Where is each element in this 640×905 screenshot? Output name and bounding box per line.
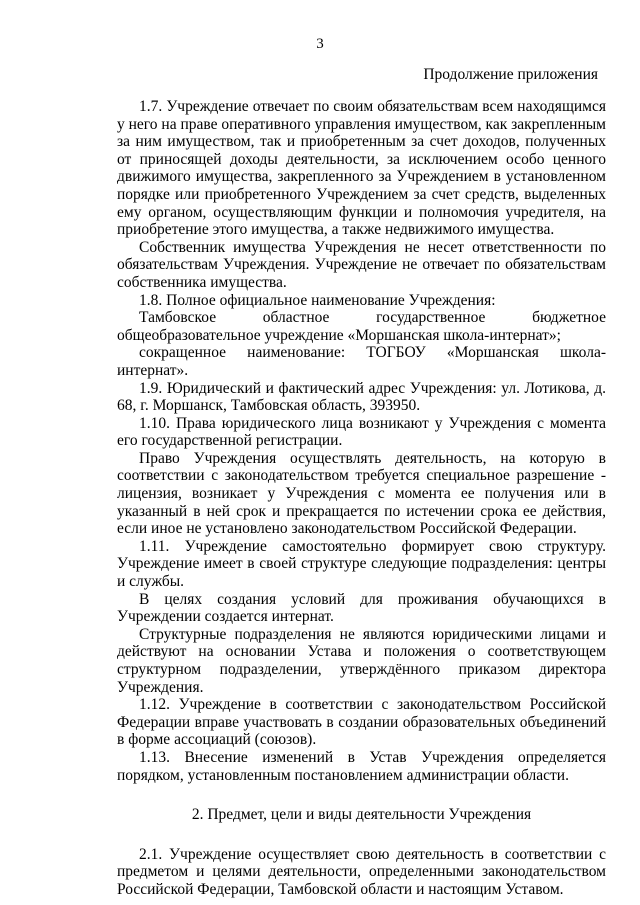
section-2-heading: 2. Предмет, цели и виды деятельности Учреждения [191, 806, 532, 824]
paragraph-1-12: 1.12. Учреждение в соответствии с законодательством Российской Федерации вправе участвовать в создании образовательных объединений в форме ассоциаций (союзов). [117, 696, 606, 749]
full-name-word: государственное [376, 309, 486, 327]
paragraph-1-7: 1.7. Учреждение отвечает по своим обязательствам всем находящимся у него на праве оперативного управления имуществом, как закрепленным за ним имуществом, так и приобретенным за счет доходов, полученных от приносящей доходы деятельности, за исключением особо ценного движимого имущества, закрепленного за Учреждением в установленном порядке или приобретенного Учреждением за счет средств, выделенных ему органом, осуществляющим функции и полномочия учредителя, на приобретение этого имущества, а также недвижимого имущества. [117, 98, 606, 239]
paragraph-owner-liability: Собственник имущества Учреждения не несет ответственности по обязательствам Учреждения. Учреждение не отвечает по обязательствам собственника имущества. [117, 238, 606, 291]
full-name-line-1 [117, 309, 606, 327]
document-body [117, 98, 606, 899]
full-name-word: областное [262, 309, 330, 327]
page-number: 3 [316, 36, 324, 52]
full-name-word: бюджетное [532, 309, 606, 327]
paragraph-subdivisions: Структурные подразделения не являются юридическими лицами и действуют на основании Устава и положения о соответствующем структурном подразделении, утверждённого приказом директора Учреждения. [117, 625, 606, 696]
paragraph-1-8: 1.8. Полное официальное наименование Учреждения: [139, 291, 496, 309]
paragraph-boarding: В целях создания условий для проживания обучающихся в Учреждении создается интернат. [117, 590, 606, 626]
full-name-line-2: общеобразовательное учреждение «Моршанская школа-интернат»; [117, 326, 561, 344]
full-name-word: Тамбовское [139, 309, 217, 327]
paragraph-short-name: сокращенное наименование: ТОГБОУ «Моршанская школа-интернат». [117, 344, 606, 379]
paragraph-2-1: 2.1. Учреждение осуществляет свою деятельность в соответствии с предметом и целями деятельности, определенными законодательством Российской Федерации, Тамбовской области и настоящим Уставом. [117, 845, 606, 898]
paragraph-full-name [117, 309, 606, 327]
paragraph-1-9: 1.9. Юридический и фактический адрес Учреждения: ул. Лотикова, д. 68, г. Моршанск, Тамбовская область, 393950. [117, 379, 606, 415]
paragraph-1-13: 1.13. Внесение изменений в Устав Учреждения определяется порядком, установленным постановлением администрации области. [117, 748, 606, 784]
paragraph-1-11: 1.11. Учреждение самостоятельно формирует свою структуру. Учреждение имеет в своей структуре следующие подразделения: центры и службы. [117, 537, 606, 591]
paragraph-license: Право Учреждения осуществлять деятельность, на которую в соответствии с законодательством требуется специальное разрешение - лицензия, возникает у Учреждения с момента ее получения или в указанный в ней срок и прекращается по истечении срока ее действия, если иное не установлено законодательством Российской Федерации. [117, 449, 606, 538]
paragraph-1-10: 1.10. Права юридического лица возникают у Учреждения с момента его государственной регистрации. [117, 414, 606, 450]
continuation-label: Продолжение приложения [423, 66, 598, 83]
